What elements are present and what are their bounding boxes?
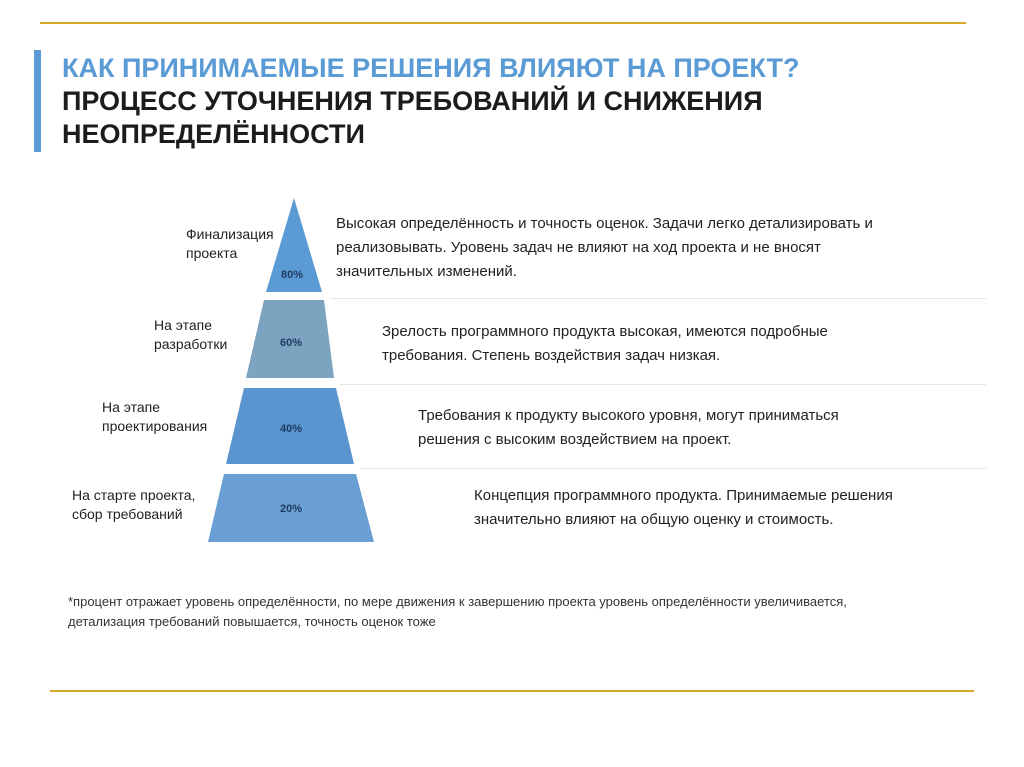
stage-description-2: Зрелость программного продукта высокая, имеются подробные требования. Степень воздействия задач низкая. — [382, 323, 828, 364]
pyramid-percent-4: 20% — [279, 503, 303, 515]
footnote: *процент отражает уровень определённости, по мере движения к завершению проекта уровень определённости увеличивается, детализация требований повышается, точность оценок тоже — [68, 594, 847, 629]
stage-label-2: На этапе разработки — [154, 317, 228, 352]
stage-label-4: На старте проекта, сбор требований — [72, 487, 196, 522]
stage-description-4: Концепция программного продукта. Принимаемые решения значительно влияют на общую оценку и стоимость. — [474, 487, 893, 528]
stage-description-1: Высокая определённость и точность оценок. Задачи легко детализировать и реализовывать. Уровень задач не влияют на ход проекта и не вносят значительных изменений. — [336, 215, 873, 280]
pyramid-percent-2: 60% — [279, 337, 303, 349]
bottom-rule — [50, 690, 974, 692]
divider-3 — [360, 468, 986, 469]
stage-label-1: Финализация проекта — [186, 226, 274, 261]
stage-description-3: Требования к продукту высокого уровня, могут приниматься решения с высоким воздействием на проект. — [418, 407, 839, 448]
title-line-1: КАК ПРИНИМАЕМЫЕ РЕШЕНИЯ ВЛИЯЮТ НА ПРОЕКТ? — [62, 53, 800, 83]
title-line-3: НЕОПРЕДЕЛЁННОСТИ — [62, 119, 365, 149]
title-line-2: ПРОЦЕСС УТОЧНЕНИЯ ТРЕБОВАНИЙ И СНИЖЕНИЯ — [62, 86, 763, 116]
divider-1 — [330, 298, 986, 299]
divider-2 — [340, 384, 986, 385]
stage-label-3: На этапе проектирования — [102, 399, 208, 434]
pyramid-percent-3: 40% — [279, 423, 303, 435]
pyramid-percent-1: 80% — [280, 269, 304, 281]
